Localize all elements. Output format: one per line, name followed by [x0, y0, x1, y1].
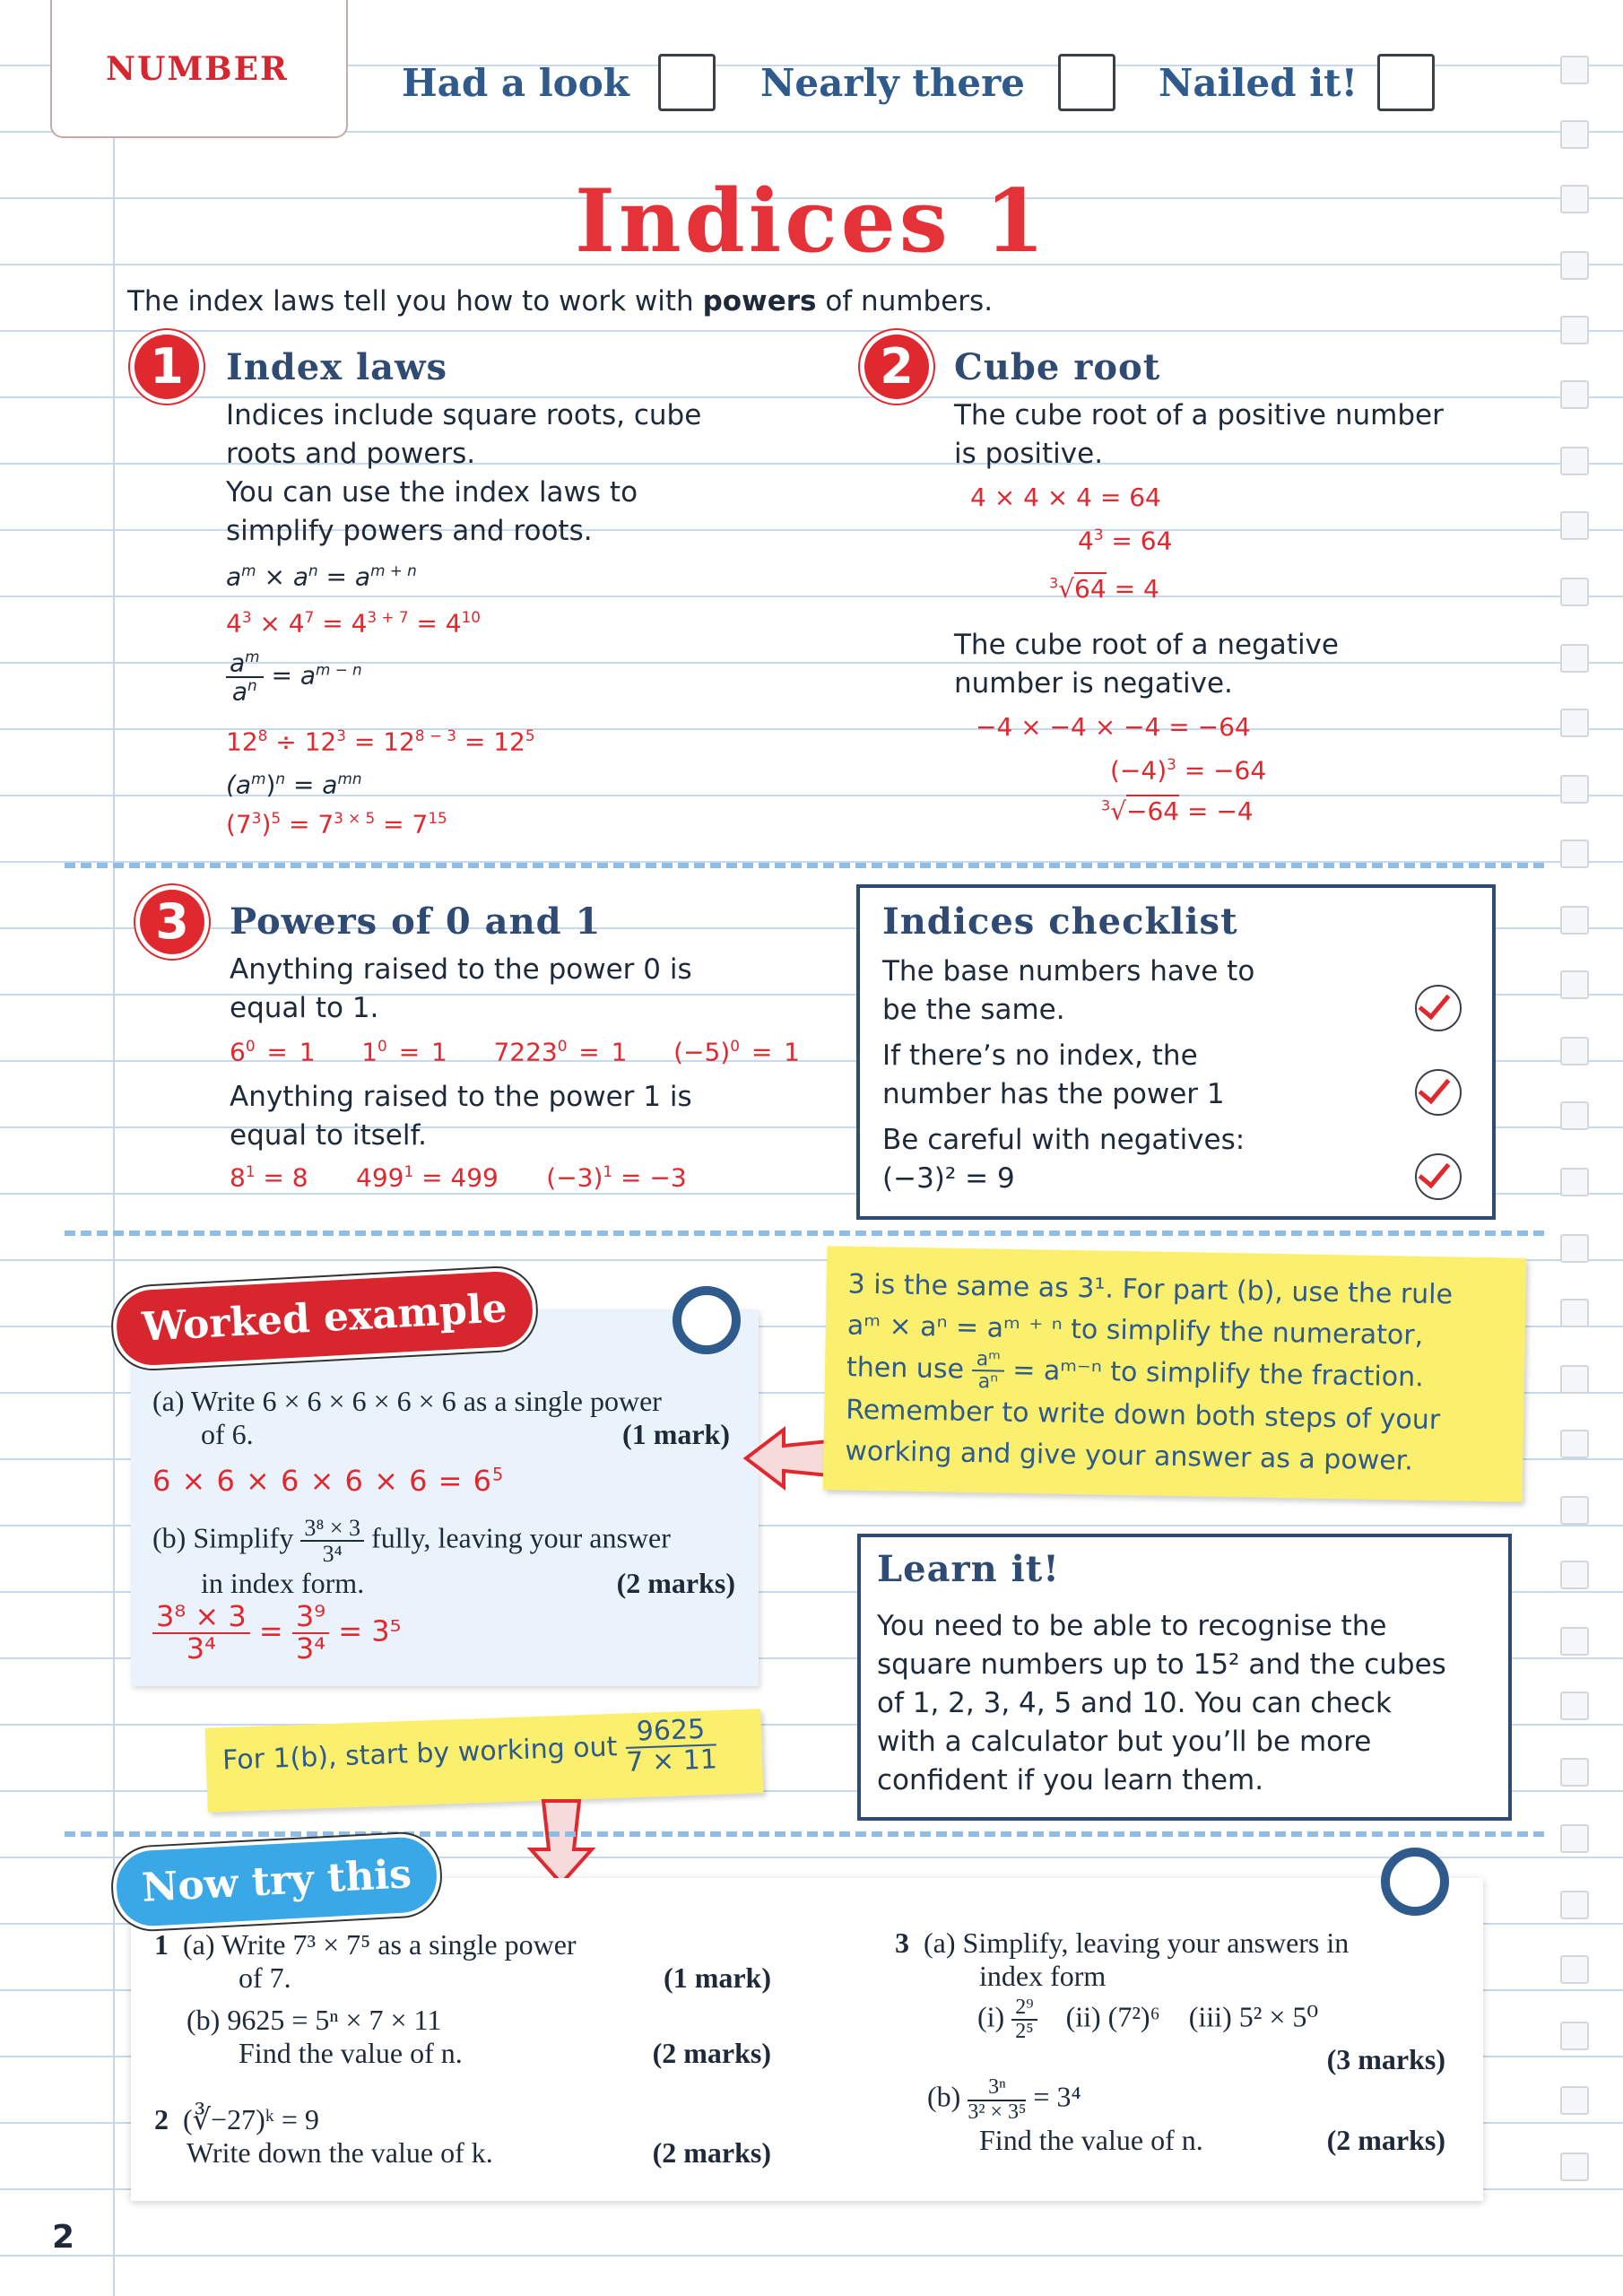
q-text: Simplify — [193, 1521, 294, 1554]
answer-text: = 3⁵ — [338, 1613, 402, 1648]
section-3-heading: Powers of 0 and 1 — [230, 900, 602, 943]
binder-hole — [1560, 1234, 1589, 1263]
checklist-heading: Indices checklist — [882, 900, 1238, 943]
divide: ÷ — [275, 726, 297, 757]
binder-hole — [1560, 1037, 1589, 1065]
q-text: Write down the value of k. — [187, 2136, 493, 2169]
frac-num: 3ⁿ — [968, 2076, 1026, 2100]
intro-before: The index laws tell you how to work with — [127, 285, 703, 317]
q-text: Write 7³ × 7⁵ as a single power — [221, 1928, 577, 1961]
frac-num: 2⁹ — [1011, 1996, 1037, 2021]
val: 8 — [230, 1162, 246, 1193]
q-text: (7²)⁶ — [1107, 2000, 1160, 2033]
worked-example-label: Worked example — [115, 1270, 534, 1367]
text-line: You can use the index laws to — [226, 476, 638, 509]
exp: 1 — [404, 1162, 414, 1180]
val: 12 — [383, 726, 415, 757]
val: = −64 — [1184, 755, 1267, 786]
section-2-text-2 — [954, 626, 1339, 703]
equals: = — [416, 608, 438, 639]
base: a — [226, 561, 242, 592]
example-power — [226, 809, 447, 839]
q-label: (a) — [183, 1928, 215, 1961]
text-line: of 1, 2, 3, 4, 5 and 10. You can check — [877, 1687, 1392, 1719]
exp: 5 — [491, 1464, 505, 1485]
cube-example-4: −4 × −4 × −4 = −64 — [976, 712, 1251, 742]
base: a — [354, 561, 371, 592]
paren: ) — [265, 770, 276, 800]
binder-hole — [1560, 2152, 1589, 2181]
val: = 1 — [266, 1037, 316, 1067]
val: = 64 — [1111, 526, 1173, 556]
frac-num: 9625 — [625, 1715, 717, 1748]
exp: n — [247, 675, 257, 694]
val: = 7 — [288, 809, 334, 839]
example-multiply — [226, 608, 481, 638]
text-line: is positive. — [954, 438, 1104, 470]
q-number: 3 — [895, 1926, 909, 1959]
q-label: (b) — [187, 2004, 221, 2036]
q-text: (∛−27)ᵏ = 9 — [183, 2103, 319, 2135]
exp: 3 + 7 — [367, 608, 409, 626]
exp: 3 — [251, 809, 262, 827]
val: 4 — [351, 608, 368, 639]
q-text: 5² × 5⁰ — [1238, 2000, 1319, 2033]
tick-icon — [1415, 985, 1462, 1031]
text-line: simplify powers and roots. — [226, 515, 593, 547]
section-1-heading: Index laws — [226, 346, 448, 388]
question-1 — [154, 1928, 773, 2070]
binder-hole — [1560, 56, 1589, 84]
q-text: 9625 = 5ⁿ × 7 × 11 — [227, 2004, 442, 2036]
exp: n — [308, 561, 318, 579]
binder-hole — [1560, 1692, 1589, 1720]
text-part: = aᵐ⁻ⁿ to simplify the fraction. — [1011, 1354, 1424, 1394]
tick-icon — [1415, 1153, 1462, 1200]
checklist-item-1 — [882, 952, 1254, 1030]
page-number: 2 — [52, 2219, 75, 2256]
worked-question-b — [152, 1516, 735, 1600]
exp: 3 — [241, 608, 252, 626]
q-text: of 7. — [239, 1961, 291, 1994]
cube-example-2 — [1078, 526, 1172, 555]
section-label: NUMBER — [106, 50, 289, 88]
q-label: (ii) — [1065, 2000, 1101, 2033]
section-2-number: 2 — [864, 335, 929, 399]
frac-num: 3⁹ — [292, 1602, 329, 1634]
q-number: 2 — [154, 2103, 169, 2135]
binder-hole — [1560, 709, 1589, 737]
text-part: For 1(b), start by working out — [221, 1731, 618, 1777]
q-label: (i) — [977, 2000, 1005, 2033]
val: (−3) — [546, 1162, 603, 1193]
times: × — [264, 561, 285, 592]
text-line: 3 is the same as 3¹. For part (b), use the rule — [847, 1268, 1454, 1311]
learn-it-text — [877, 1607, 1446, 1800]
equals: = a — [292, 770, 338, 800]
base: a — [231, 676, 248, 707]
binder-hole — [1560, 2022, 1589, 2050]
exp: m — [245, 648, 260, 665]
text-line: aᵐ × aⁿ = aᵐ ⁺ ⁿ to simplify the numerator, — [846, 1309, 1424, 1352]
binder-hole — [1560, 1430, 1589, 1458]
section-3-text-2 — [230, 1078, 692, 1155]
exp: 0 — [730, 1037, 740, 1055]
arrow-down-icon — [525, 1797, 597, 1887]
frac-num: aᵐ — [972, 1349, 1004, 1372]
power-zero-examples — [230, 1037, 800, 1066]
times: × — [259, 608, 281, 639]
section-divider — [65, 863, 1544, 868]
frac-den: 2⁵ — [1015, 2020, 1034, 2044]
text-line: equal to 1. — [230, 992, 379, 1024]
frac-den: 3² × 3⁵ — [968, 2100, 1027, 2124]
learn-it-heading: Learn it! — [877, 1548, 1060, 1590]
frac-den: 3⁴ — [295, 1631, 326, 1665]
binder-hole — [1560, 1365, 1589, 1394]
cube-example-6: $^3$√−64 = −4 — [1101, 796, 1254, 826]
val: = 7 — [383, 809, 429, 839]
exp: 10 — [461, 608, 481, 626]
base: a — [299, 660, 316, 691]
text-line: The cube root of a negative — [954, 629, 1339, 661]
binder-hole — [1560, 1758, 1589, 1787]
rule-power — [226, 770, 361, 799]
frac-num: 3⁸ × 3 — [152, 1602, 250, 1634]
exp: m + n — [370, 561, 417, 579]
text-line: number has the power 1 — [882, 1078, 1225, 1110]
val: 6 — [230, 1037, 246, 1067]
q-label: (a) — [152, 1385, 185, 1417]
text-line: confident if you learn them. — [877, 1764, 1264, 1796]
exp: 15 — [428, 809, 447, 827]
q-text: Simplify, leaving your answers in — [962, 1926, 1350, 1959]
had-a-look-checkbox[interactable] — [658, 54, 716, 111]
frac-den: 7 × 11 — [625, 1743, 718, 1779]
binder-hole — [1560, 775, 1589, 804]
text-line: You need to be able to recognise the — [877, 1610, 1387, 1642]
worked-answer-a — [152, 1464, 504, 1498]
binder-hole — [1560, 1101, 1589, 1130]
intro-bold: powers — [702, 285, 817, 317]
val: 499 — [356, 1162, 404, 1193]
radicand: 64 — [1074, 574, 1107, 604]
worked-answer-b — [152, 1599, 402, 1665]
radicand: −64 — [1126, 796, 1180, 826]
binder-hole — [1560, 1891, 1589, 1919]
text-line: roots and powers. — [226, 438, 476, 470]
binder-hole — [1560, 447, 1589, 475]
exp: 0 — [378, 1037, 387, 1055]
worked-question-a — [152, 1385, 735, 1451]
exp: 0 — [245, 1037, 256, 1055]
page-title: Indices 1 — [574, 170, 1049, 272]
val: = 499 — [421, 1162, 499, 1193]
binder-hole — [1560, 1824, 1589, 1853]
nailed-it-checkbox[interactable] — [1377, 54, 1435, 111]
text-line: Remember to write down both steps of your — [845, 1394, 1441, 1437]
binder-hole — [1560, 644, 1589, 673]
val: = 1 — [398, 1037, 447, 1067]
q-number: 1 — [154, 1928, 169, 1961]
q-text: Find the value of n. — [239, 2037, 463, 2069]
rule-divide — [226, 648, 362, 707]
binder-hole — [1560, 1955, 1589, 1984]
exp: 3 × 5 — [334, 809, 376, 827]
binder-hole — [1560, 2086, 1589, 2115]
val: (−4) — [1110, 755, 1167, 786]
exp: 1 — [245, 1162, 256, 1180]
text-line: be the same. — [882, 994, 1065, 1026]
binder-hole — [1560, 511, 1589, 540]
now-try-this-label: Now try this — [115, 1836, 438, 1928]
val: = 1 — [578, 1037, 628, 1067]
val: = 8 — [263, 1162, 308, 1193]
base: a — [230, 648, 246, 678]
base: a — [292, 561, 308, 592]
binder-hole — [1560, 1561, 1589, 1589]
exp: 3 — [1167, 755, 1176, 773]
equals: = — [258, 1613, 283, 1648]
val: 12 — [493, 726, 525, 757]
val: = 1 — [751, 1037, 800, 1067]
binder-hole — [1560, 380, 1589, 409]
val: (7 — [226, 809, 252, 839]
root-index: 3 — [1049, 574, 1059, 592]
intro-text — [127, 285, 993, 317]
marks: (3 marks) — [1326, 2043, 1445, 2076]
exp: 7 — [304, 608, 315, 626]
text-line: Be careful with negatives: — [882, 1124, 1245, 1156]
answer-text: 6 × 6 × 6 × 6 × 6 = 6 — [152, 1464, 492, 1498]
val: = −3 — [621, 1162, 687, 1193]
marks: (2 marks) — [1326, 2123, 1445, 2156]
rule-multiply — [226, 561, 417, 591]
binder-hole — [1560, 578, 1589, 606]
marks: (2 marks) — [652, 2136, 771, 2169]
q-label: (a) — [924, 1926, 956, 1959]
val: 12 — [226, 726, 258, 757]
exp: 1 — [603, 1162, 613, 1180]
q-label: (b) — [152, 1521, 187, 1554]
binder-hole — [1560, 120, 1589, 149]
val: 12 — [304, 726, 337, 757]
binder-hole — [1560, 839, 1589, 868]
marks: (2 marks) — [652, 2037, 771, 2069]
equals: = — [353, 726, 376, 757]
exp: 8 — [257, 726, 268, 744]
text-line: with a calculator but you’ll be more — [877, 1726, 1372, 1758]
section-divider — [65, 1831, 1544, 1837]
frac-den: aⁿ — [977, 1370, 999, 1394]
base: (a — [226, 770, 252, 800]
text-line: number is negative. — [954, 667, 1233, 700]
q-text: Find the value of n. — [979, 2123, 1203, 2156]
binder-hole — [1560, 906, 1589, 935]
binder-hole — [1560, 316, 1589, 344]
q-text: in index form. — [201, 1566, 365, 1599]
difficulty-gauge-icon — [673, 1286, 741, 1354]
question-2 — [154, 2102, 773, 2170]
section-3-text-1 — [230, 951, 692, 1028]
paren: ) — [261, 809, 272, 839]
marks: (2 marks) — [616, 1566, 735, 1599]
section-1-number: 1 — [135, 335, 199, 399]
exp: mn — [337, 770, 362, 787]
frac-num: 3⁸ × 3 — [300, 1516, 364, 1542]
q-label: (b) — [927, 2080, 961, 2113]
exp: 0 — [557, 1037, 568, 1055]
val: = 4 — [1114, 574, 1159, 604]
binder-hole — [1560, 1627, 1589, 1656]
section-1-text — [226, 396, 818, 551]
val: 4 — [1078, 526, 1094, 556]
val: 7223 — [493, 1037, 558, 1067]
progress-nailed-it: Nailed it! — [1159, 61, 1358, 105]
binder-hole — [1560, 1496, 1589, 1525]
text-line: The cube root of a positive number — [954, 399, 1444, 431]
text-line: square numbers up to 15² and the cubes — [877, 1648, 1446, 1681]
equals: = — [322, 608, 343, 639]
progress-nearly-there: Nearly there — [760, 61, 1025, 105]
checklist-item-3 — [882, 1121, 1245, 1198]
text-line: The base numbers have to — [882, 955, 1255, 987]
section-3-number: 3 — [140, 890, 204, 954]
marks: (1 mark) — [664, 1961, 771, 1994]
val: (−5) — [673, 1037, 731, 1067]
exp: 3 — [1093, 526, 1104, 544]
cube-example-1: 4 × 4 × 4 = 64 — [970, 483, 1161, 512]
exp: n — [275, 770, 286, 787]
section-2-text-1 — [954, 396, 1444, 474]
example-divide — [226, 726, 535, 756]
binder-hole — [1560, 970, 1589, 999]
section-divider — [65, 1231, 1544, 1236]
progress-had-a-look: Had a look — [402, 61, 629, 105]
q-text: of 6. — [201, 1418, 254, 1450]
checklist-item-2 — [882, 1037, 1225, 1114]
exp: m − n — [315, 660, 362, 679]
exp: m — [241, 561, 256, 579]
exp: 5 — [271, 809, 282, 827]
binder-hole — [1560, 1168, 1589, 1196]
exp: 8 − 3 — [414, 726, 456, 744]
cube-example-3: $^3$√64 = 4 — [1049, 574, 1159, 604]
q-text: Write 6 × 6 × 6 × 6 × 6 as a single power — [190, 1385, 662, 1417]
val: 1 — [361, 1037, 378, 1067]
text-part: then use — [846, 1352, 965, 1386]
val: = −4 — [1187, 796, 1254, 826]
nearly-there-checkbox[interactable] — [1058, 54, 1115, 111]
exp: 5 — [525, 726, 535, 744]
difficulty-gauge-icon — [1381, 1848, 1449, 1916]
q-label: (iii) — [1188, 2000, 1232, 2033]
frac-den: 3⁴ — [186, 1631, 216, 1665]
text-line: (−3)² = 9 — [882, 1162, 1015, 1195]
exp: 3 — [336, 726, 346, 744]
val: 4 — [226, 608, 242, 639]
q-text: = 3⁴ — [1033, 2080, 1081, 2113]
question-3 — [895, 1926, 1445, 2157]
tick-icon — [1415, 1069, 1462, 1116]
equals: = — [464, 726, 486, 757]
text-line: Anything raised to the power 0 is — [230, 953, 692, 986]
root-index: 3 — [1101, 796, 1111, 814]
exp: m — [251, 770, 266, 787]
equals: = — [325, 561, 347, 592]
equals: = — [271, 660, 292, 691]
intro-after: of numbers. — [816, 285, 994, 317]
text-line: Anything raised to the power 1 is — [230, 1081, 692, 1113]
section-2-heading: Cube root — [954, 346, 1161, 388]
text-line: Indices include square roots, cube — [226, 399, 702, 431]
text-line: working and give your answer as a power. — [845, 1435, 1414, 1477]
hint-text — [845, 1265, 1512, 1484]
q-text: index form — [979, 1960, 1107, 1992]
text-line: If there’s no index, the — [882, 1039, 1198, 1072]
frac-den: 3⁴ — [322, 1541, 343, 1568]
val: 4 — [288, 608, 305, 639]
binder-hole — [1560, 1299, 1589, 1327]
cube-example-5 — [1110, 755, 1266, 785]
text-line: equal to itself. — [230, 1119, 427, 1152]
q-text: fully, leaving your answer — [371, 1521, 671, 1554]
val: 4 — [445, 608, 462, 639]
marks: (1 mark) — [622, 1418, 730, 1450]
power-one-examples — [230, 1162, 687, 1192]
